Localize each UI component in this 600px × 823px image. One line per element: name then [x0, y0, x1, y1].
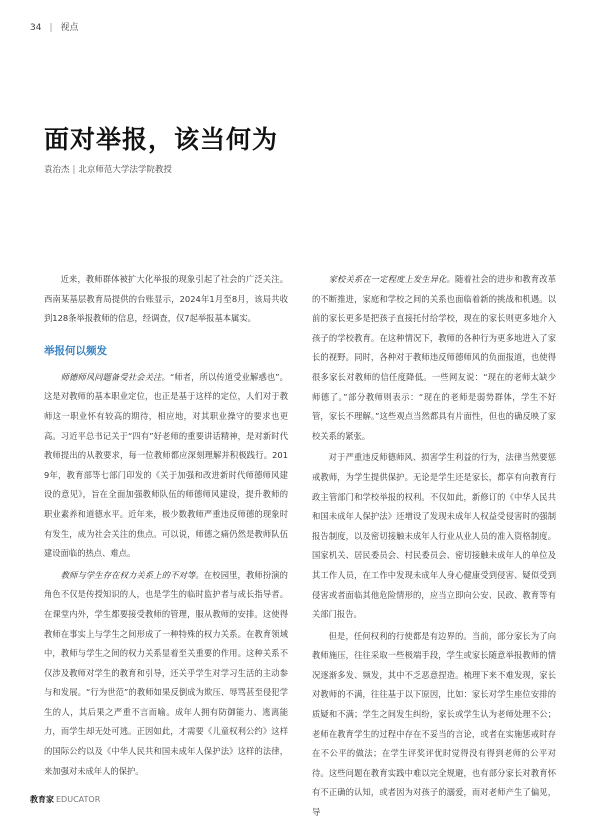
- paragraph-lead: 家校关系在一定程度上发生异化。: [328, 274, 455, 284]
- paragraph-body: 随着社会的进步和教育改革的不断推进，家庭和学校之间的关系也面临着新的挑战和机遇。以前的家长更多是把孩子直接托付给学校，现在的家长则更多地介入孩子的学校教育。在这种情况下，教师的各种行为更多地进入了家长的视野。同时，各种对于教师违反师德师风的负面报道，也使得很多家长对教师的信任度降低。一些网友说：“现在的老师太缺少师德了。”部分教师则表示：“现在的老师是弱势群体，学生不好管，家长不理解。”这些观点当然都具有片面性，但也的确反映了家校关系的紧张。: [312, 274, 556, 441]
- body-paragraph: [44, 368, 288, 564]
- right-column: [312, 270, 556, 823]
- paragraph-body: 在校园里，教师扮演的角色不仅是传授知识的人，也是学生的临时监护者与成长指导者。在课堂内外，学生都要接受教师的管理，服从教师的安排。这使得教师在事实上与学生之间形成了一种特殊的权力关系。在教育领域中，教师与学生之间的权力关系显着至关重要的作用。这种关系不仅涉及教师对学生的教育和引导，还关乎学生对学习生活的主动参与和发展。“行为世范”的教师如果反倒成为欺压、辱骂甚至侵犯学生的人，其后果之严重不言而喻。成年人拥有防御能力、逃离能力，而学生却无处可逃。正因如此，才需要《儿童权利公约》这样的国际公约以及《中华人民共和国未成年人保护法》这样的法律，来加强对未成年人的保护。: [44, 569, 288, 776]
- paragraph-lead: 教师与学生存在权力关系上的不对等。: [60, 569, 204, 580]
- article-title: 面对举报，该当何为: [44, 125, 279, 154]
- author-line: [44, 163, 172, 175]
- body-paragraph: [312, 270, 556, 446]
- intro-paragraph: 近来，教师群体被扩大化举报的现象引起了社会的广泛关注。西南某基层教育局提供的台账显示，2024年1月至8月，该局共收到128条举报教师的信息，经调查，仅7起举报基本属实。: [44, 274, 288, 324]
- paragraph-lead: 师德师风问题备受社会关注。: [60, 371, 170, 382]
- body-paragraph: [44, 566, 288, 782]
- footer-logo: [30, 794, 100, 805]
- left-column: [44, 270, 288, 781]
- page-header: [30, 20, 79, 33]
- author-affiliation: 北京师范大学法学院教授: [78, 165, 172, 175]
- brand-name-en: EDUCATOR: [56, 795, 101, 804]
- section-heading: 举报何以频发: [44, 344, 107, 357]
- section-name: 视点: [60, 23, 79, 33]
- brand-name-cn: 教育家: [30, 795, 54, 804]
- paragraph-body: “师者，所以传道受业解惑也”。这是对教师的基本职业定位，也正是基于这样的定位，人们对于教师这一职业怀有较高的期待，相应地，对其职业操守的要求也更高。习近平总书记关于“四有”好老师的重要讲话精神，是对新时代教师提出的从教要求，每一位教师都应深刻理解并积极践行。2019年，教育部等七部门印发的《关于加强和改进新时代师德师风建设的意见》，旨在全面加强教师队伍的师德师风建设，提升教师的职业素养和道德水平。近年来，极少数教师严重违反师德的现象时有发生，成为社会关注的焦点。可以说，师德之痛仍然是教师队伍建设面临的热点、难点。: [44, 371, 288, 559]
- header-separator: |: [49, 23, 53, 33]
- body-paragraph: 对于严重违反师德师风、损害学生利益的行为，法律当然要惩戒教师，为学生提供保护。无论是学生还是家长，都享有向教育行政主管部门和学校举报的权利。不仅如此，新修订的《中华人民共和国未成年人保护法》还增设了发现未成年人权益受侵害时的强制报告制度，以及密切接触未成年人行业从业人员的准入资格制度。国家机关、居民委员会、村民委员会、密切接触未成年人的单位及其工作人员，在工作中发现未成年人身心健康受到侵害、疑似受到侵害或者面临其他危险情形的，应当立即向公安、民政、教育等有关部门报告。: [312, 452, 556, 620]
- author-name: 袁治杰: [44, 165, 70, 175]
- page-number: 34: [30, 23, 42, 33]
- author-separator: |: [72, 165, 76, 175]
- body-paragraph: 但是，任何权利的行使都是有边界的。当前，部分家长为了向教师施压，往往采取一些极端手段，学生或家长随意举报教师的情况逐渐多发、频发，其中不乏恶意捏造。梳理下来不难发现，家长对教师的不满，往往基于以下原因，比如：家长对学生座位安排的质疑和不满；学生之间发生纠纷，家长或学生认为老师处理不公；老师在教育学生的过程中存在不妥当的言论，或者在实施惩戒时存在不公平的做法；在学生评奖评优时觉得没有得到老师的公平对待。这些问题在教育实践中难以完全规避，也有部分家长对教育怀有不正确的认知，或者因为对孩子的溺爱，而对老师产生了偏见，导: [312, 630, 556, 818]
